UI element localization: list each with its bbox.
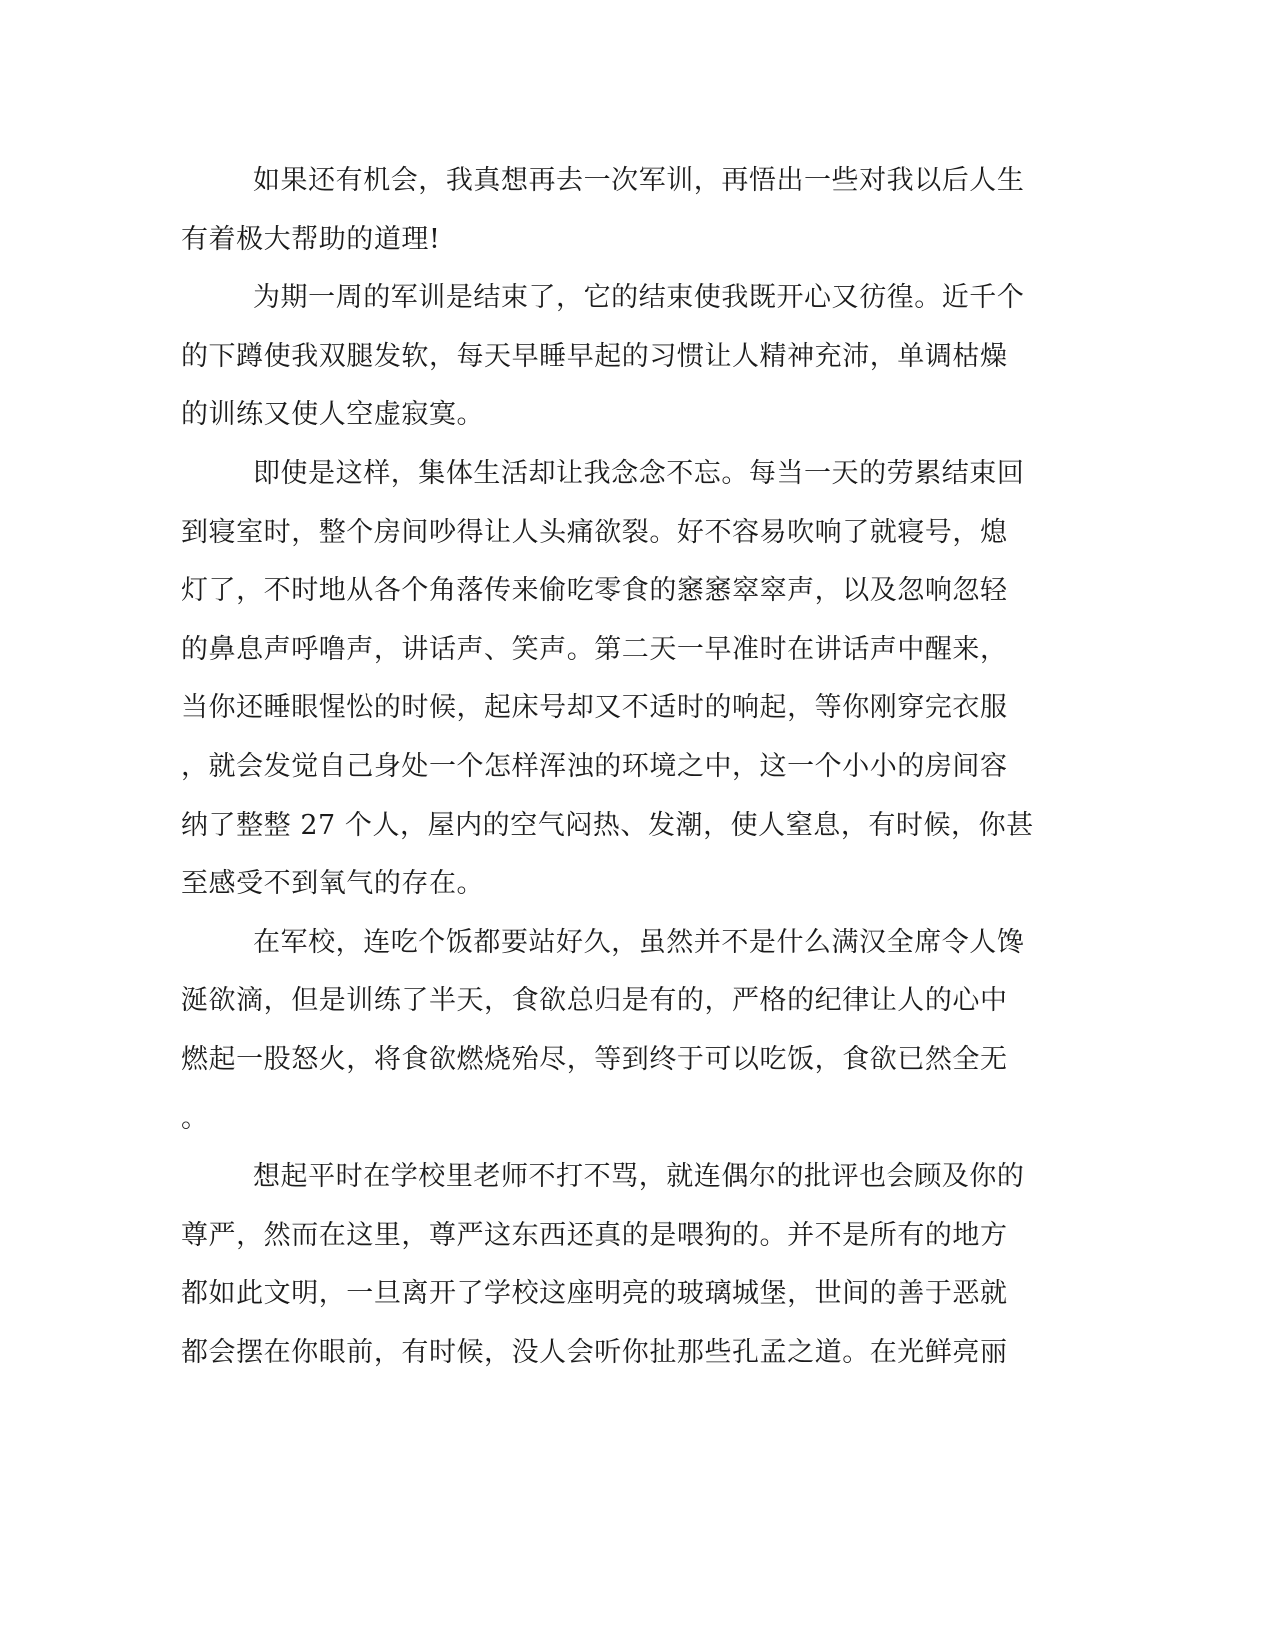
text-line: 在军校，连吃个饭都要站好久，虽然并不是什么满汉全席令人馋: [253, 926, 1025, 958]
text-line: 想起平时在学校里老师不打不骂，就连偶尔的批评也会顾及你的: [253, 1161, 1025, 1193]
text-line: 都会摆在你眼前，有时候，没人会听你扯那些孔孟之道。在光鲜亮丽: [181, 1336, 1008, 1368]
text-line: 。: [181, 1102, 209, 1134]
text-line: 都如此文明，一旦离开了学校这座明亮的玻璃城堡，世间的善于恶就: [181, 1278, 1008, 1310]
text-line: 的训练又使人空虚寂寞。: [181, 399, 485, 431]
paragraph: [181, 275, 1041, 451]
paragraph: [181, 920, 1041, 1154]
text-line: 如果还有机会，我真想再去一次军训，再悟出一些对我以后人生: [253, 165, 1025, 196]
text-line: ，就会发觉自己身处一个怎样浑浊的环境之中，这一个小小的房间容: [181, 750, 1008, 782]
text-line: 尊严，然而在这里，尊严这东西还真的是喂狗的。并不是所有的地方: [181, 1219, 1008, 1251]
paragraph: [181, 1154, 1041, 1388]
text-line: 当你还睡眼惺忪的时候，起床号却又不适时的响起，等你刚穿完衣服: [181, 692, 1008, 724]
text-line: 有着极大帮助的道理!: [181, 223, 441, 255]
paragraph: [181, 451, 1041, 920]
text-line: 至感受不到氧气的存在。: [181, 868, 485, 900]
text-line: 纳了整整 27 个人，屋内的空气闷热、发潮，使人窒息，有时候，你甚: [181, 809, 1034, 841]
text-line: 灯了，不时地从各个角落传来偷吃零食的窸窸窣窣声，以及忽响忽轻: [181, 575, 1008, 607]
text-line: 的下蹲使我双腿发软，每天早睡早起的习惯让人精神充沛，单调枯燥: [181, 340, 1008, 372]
text-line: 到寝室时，整个房间吵得让人头痛欲裂。好不容易吹响了就寝号，熄: [181, 516, 1008, 548]
text-line: 为期一周的军训是结束了，它的结束使我既开心又彷徨。近千个: [253, 282, 1025, 314]
document-body: [181, 158, 1041, 1388]
text-line: 即使是这样，集体生活却让我念念不忘。每当一天的劳累结束回: [253, 457, 1025, 489]
text-line: 涎欲滴，但是训练了半天，食欲总归是有的，严格的纪律让人的心中: [181, 985, 1008, 1017]
text-line: 燃起一股怒火，将食欲燃烧殆尽，等到终于可以吃饭，食欲已然全无: [181, 1043, 1008, 1075]
text-line: 的鼻息声呼噜声，讲话声、笑声。第二天一早准时在讲话声中醒来，: [181, 633, 1008, 665]
paragraph: [181, 158, 1041, 275]
